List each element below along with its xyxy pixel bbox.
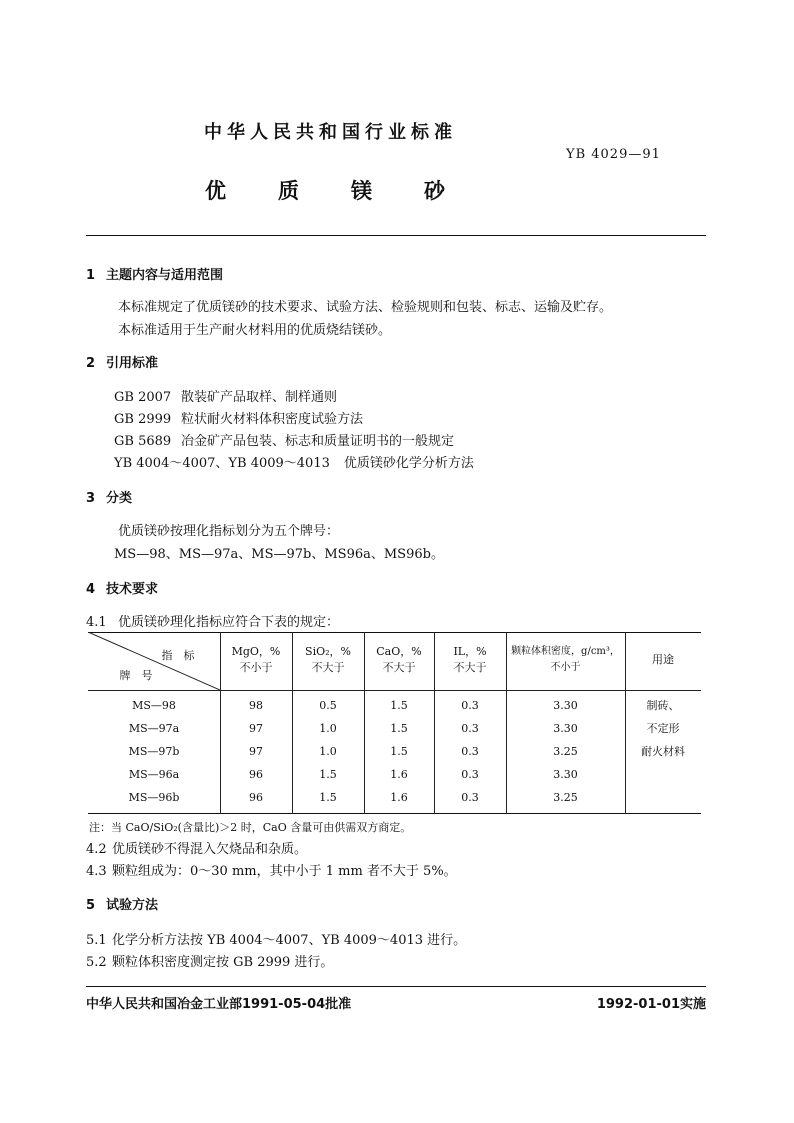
sio2-cell: 1.5	[319, 791, 337, 804]
reference-title: 粒状耐火材料体积密度试验方法	[181, 412, 364, 427]
clause-number: 4.1	[86, 615, 107, 630]
column-header-mgo	[220, 644, 292, 676]
density-cell: 3.25	[553, 745, 578, 758]
il-cell: 0.3	[461, 791, 479, 804]
mgo-cell: 97	[249, 745, 263, 758]
usage-cell: 耐火材料	[641, 745, 685, 758]
grade-cell: MS—96b	[128, 791, 180, 804]
clause-4-2	[86, 838, 307, 857]
column-name: 颗粒体积密度，g/cm³，	[511, 646, 620, 657]
reference-title: 冶金矿产品包装、标志和质量证明书的一般规定	[181, 434, 455, 449]
density-cell: 3.30	[553, 699, 578, 712]
title-char: 镁	[351, 179, 372, 203]
reference-item	[114, 408, 363, 427]
section-3-paragraph-1: 优质镁砂按理化指标划分为五个牌号：	[118, 524, 340, 539]
mgo-cell: 98	[249, 699, 263, 712]
clause-text: 颗粒体积密度测定按 GB 2999 进行。	[112, 955, 334, 970]
column-header-sio2	[292, 644, 364, 676]
column-limit: 不小于	[239, 661, 273, 674]
grade-cell: MS—96a	[128, 768, 180, 781]
footer-rule	[86, 986, 706, 987]
grade-cell: MS—97b	[128, 745, 180, 758]
clause-text: 化学分析方法按 YB 4004～4007、YB 4009～4013 进行。	[112, 933, 467, 948]
clause-text: 优质镁砂理化指标应符合下表的规定：	[118, 615, 340, 630]
clause-number: 5.1	[86, 933, 107, 948]
org-title: 中华人民共和国行业标准	[204, 122, 457, 143]
effective-date: 1992-01-01实施	[596, 997, 706, 1012]
reference-code: GB 2007	[114, 390, 172, 405]
column-name: 用途	[652, 653, 674, 666]
reference-item	[114, 386, 337, 405]
header-rule	[86, 235, 706, 236]
mgo-cell: 96	[249, 768, 263, 781]
reference-code: GB 5689	[114, 434, 172, 449]
column-name: SiO₂，%	[305, 645, 351, 658]
clause-number: 4.2	[86, 842, 107, 857]
section-2-heading	[86, 352, 158, 371]
cao-cell: 1.5	[390, 745, 408, 758]
clause-5-1	[86, 929, 466, 948]
mgo-cell: 96	[249, 791, 263, 804]
clause-text: 颗粒组成为：0～30 mm，其中小于 1 mm 者不大于 5%。	[112, 864, 457, 879]
title-char: 质	[278, 179, 299, 203]
grade-cell: MS—98	[132, 699, 176, 712]
density-cell: 3.30	[553, 768, 578, 781]
section-1-heading	[86, 264, 223, 283]
density-cell: 3.25	[553, 791, 578, 804]
reference-code: YB 4004～4007、YB 4009～4013	[114, 456, 330, 471]
approval-line: 中华人民共和国冶金工业部1991-05-04批准	[86, 997, 352, 1012]
sio2-cell: 1.0	[319, 745, 337, 758]
column-name: IL，%	[453, 645, 487, 658]
clause-number: 5.2	[86, 955, 107, 970]
usage-cell: 不定形	[646, 722, 680, 735]
section-4-heading	[86, 578, 158, 597]
section-title: 分类	[106, 491, 133, 506]
column-header-il	[434, 644, 506, 676]
column-header-density	[506, 644, 625, 676]
clause-4-1	[86, 611, 339, 630]
column-name: CaO，%	[376, 645, 422, 658]
column-limit: 不大于	[382, 661, 416, 674]
il-cell: 0.3	[461, 768, 479, 781]
clause-5-2	[86, 951, 333, 970]
sio2-cell: 1.5	[319, 768, 337, 781]
section-number: 5	[86, 898, 96, 913]
usage-cell: 制砖、	[646, 699, 680, 712]
reference-title: 优质镁砂化学分析方法	[343, 456, 474, 471]
il-cell: 0.3	[461, 722, 479, 735]
sio2-cell: 0.5	[319, 699, 337, 712]
column-header-usage	[625, 652, 701, 668]
cao-cell: 1.6	[390, 791, 408, 804]
section-1-paragraph-2: 本标准适用于生产耐火材料用的优质烧结镁砂。	[118, 323, 392, 338]
section-1-paragraph-1: 本标准规定了优质镁砂的技术要求、试验方法、检验规则和包装、标志、运输及贮存。	[118, 300, 613, 315]
section-number: 1	[86, 268, 96, 283]
clause-text: 优质镁砂不得混入欠烧品和杂质。	[112, 842, 308, 857]
column-limit: 不大于	[453, 661, 487, 674]
column-name: MgO，%	[231, 645, 281, 658]
reference-title: 散装矿产品取样、制样通则	[181, 390, 338, 405]
title-char: 优	[205, 179, 226, 203]
column-limit: 不小于	[550, 662, 581, 673]
column-header-cao	[364, 644, 434, 676]
column-limit: 不大于	[311, 661, 345, 674]
title-char: 砂	[424, 179, 445, 203]
corner-label-top: 指 标	[161, 649, 195, 662]
section-title: 试验方法	[106, 898, 159, 913]
section-5-heading	[86, 894, 158, 913]
spec-table	[88, 632, 701, 814]
cao-cell: 1.6	[390, 768, 408, 781]
reference-item	[114, 430, 454, 449]
table-header-rule	[88, 690, 701, 691]
reference-code: GB 2999	[114, 412, 172, 427]
document-title	[205, 175, 445, 205]
corner-label-bottom: 牌 号	[119, 669, 153, 682]
density-cell: 3.30	[553, 722, 578, 735]
section-3-heading	[86, 487, 132, 506]
reference-item	[114, 452, 474, 471]
il-cell: 0.3	[461, 699, 479, 712]
clause-number: 4.3	[86, 864, 107, 879]
section-number: 3	[86, 491, 96, 506]
il-cell: 0.3	[461, 745, 479, 758]
grade-cell: MS—97a	[128, 722, 180, 735]
standard-code: YB 4029—91	[566, 147, 661, 162]
section-number: 2	[86, 356, 96, 371]
sio2-cell: 1.0	[319, 722, 337, 735]
section-title: 技术要求	[106, 582, 159, 597]
cao-cell: 1.5	[390, 722, 408, 735]
table-note: 注：当 CaO/SiO₂(含量比)＞2 时，CaO 含量可由供需双方商定。	[89, 821, 412, 834]
section-title: 主题内容与适用范围	[106, 268, 224, 283]
mgo-cell: 97	[249, 722, 263, 735]
section-number: 4	[86, 582, 96, 597]
clause-4-3	[86, 860, 457, 879]
section-3-paragraph-2: MS—98、MS—97a、MS—97b、MS96a、MS96b。	[114, 547, 444, 562]
cao-cell: 1.5	[390, 699, 408, 712]
section-title: 引用标准	[106, 356, 159, 371]
